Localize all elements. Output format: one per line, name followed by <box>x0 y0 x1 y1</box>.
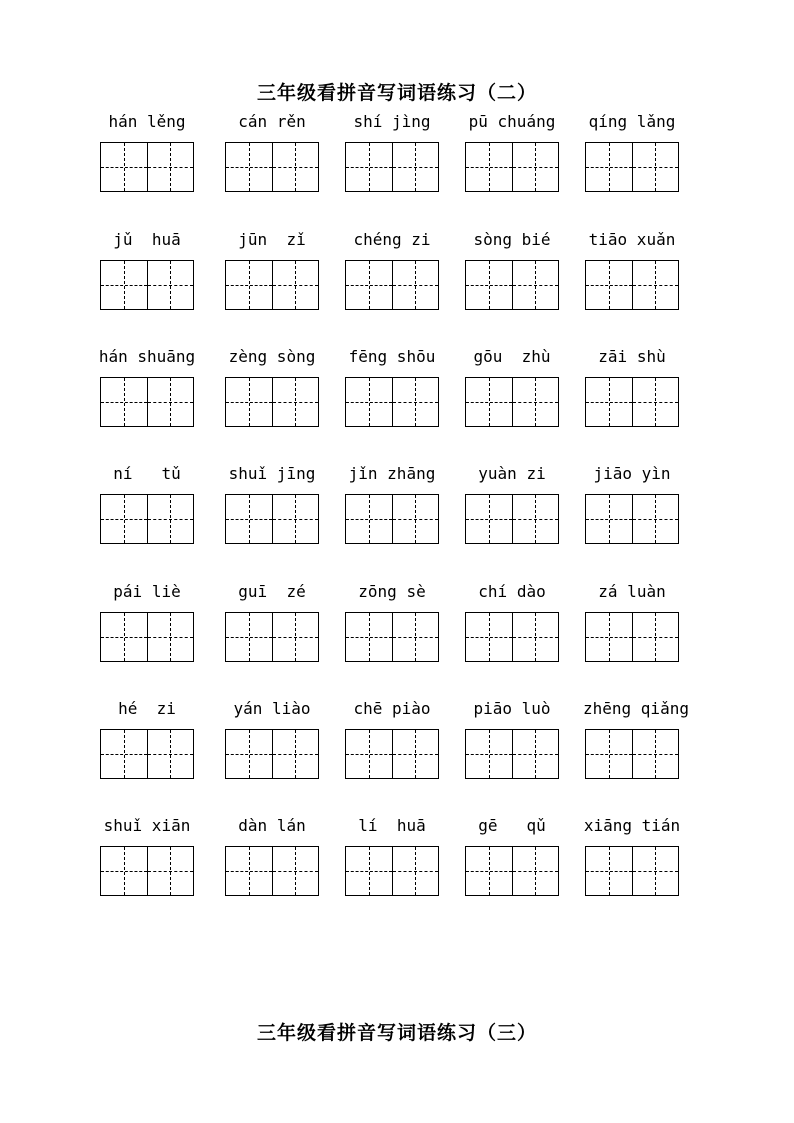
character-cell[interactable] <box>101 495 147 543</box>
character-cell[interactable] <box>147 495 194 543</box>
writing-grid[interactable] <box>225 494 319 544</box>
character-cell[interactable] <box>346 613 392 661</box>
pinyin-label: qíng lǎng <box>588 112 676 131</box>
character-cell[interactable] <box>272 613 319 661</box>
character-cell[interactable] <box>512 847 559 895</box>
writing-grid[interactable] <box>585 494 679 544</box>
character-cell[interactable] <box>226 261 272 309</box>
pinyin-label: hán shuāng <box>98 347 196 366</box>
character-cell[interactable] <box>512 143 559 191</box>
pinyin-label: dàn lán <box>238 816 306 835</box>
character-cell[interactable] <box>392 261 439 309</box>
writing-grid[interactable] <box>100 260 194 310</box>
character-cell[interactable] <box>512 261 559 309</box>
pinyin-label: hé zi <box>118 699 176 718</box>
writing-grid[interactable] <box>225 846 319 896</box>
writing-grid[interactable] <box>345 612 439 662</box>
character-cell[interactable] <box>466 143 512 191</box>
character-cell[interactable] <box>101 730 147 778</box>
character-cell[interactable] <box>512 730 559 778</box>
character-cell[interactable] <box>226 847 272 895</box>
pinyin-label: zhēng qiǎng <box>583 699 689 718</box>
writing-grid[interactable] <box>225 612 319 662</box>
pinyin-label: tiāo xuǎn <box>588 230 676 249</box>
writing-grid[interactable] <box>225 729 319 779</box>
character-cell[interactable] <box>632 730 679 778</box>
character-cell[interactable] <box>512 378 559 426</box>
character-cell[interactable] <box>632 495 679 543</box>
character-cell[interactable] <box>586 613 632 661</box>
character-cell[interactable] <box>101 143 147 191</box>
character-cell[interactable] <box>226 730 272 778</box>
writing-grid[interactable] <box>225 260 319 310</box>
character-cell[interactable] <box>346 495 392 543</box>
character-cell[interactable] <box>147 847 194 895</box>
character-cell[interactable] <box>147 613 194 661</box>
character-cell[interactable] <box>346 261 392 309</box>
character-cell[interactable] <box>466 378 512 426</box>
character-cell[interactable] <box>272 378 319 426</box>
pinyin-label: zōng sè <box>358 582 426 601</box>
character-cell[interactable] <box>101 847 147 895</box>
character-cell[interactable] <box>226 378 272 426</box>
writing-grid[interactable] <box>100 494 194 544</box>
pinyin-label: pái liè <box>113 582 181 601</box>
pinyin-label: xiāng tián <box>583 816 681 835</box>
character-cell[interactable] <box>226 495 272 543</box>
character-cell[interactable] <box>147 730 194 778</box>
writing-grid[interactable] <box>100 729 194 779</box>
writing-grid[interactable] <box>465 260 559 310</box>
writing-grid[interactable] <box>100 142 194 192</box>
pinyin-label: shuǐ jīng <box>228 464 316 483</box>
next-worksheet-title: 三年级看拼音写词语练习（三） <box>256 1022 537 1044</box>
pinyin-label: jūn zǐ <box>238 230 306 249</box>
pinyin-label: guī zé <box>238 582 306 601</box>
character-cell[interactable] <box>632 261 679 309</box>
writing-grid[interactable] <box>345 142 439 192</box>
character-cell[interactable] <box>632 613 679 661</box>
character-cell[interactable] <box>346 730 392 778</box>
pinyin-label: gē qǔ <box>478 816 546 835</box>
writing-grid[interactable] <box>345 729 439 779</box>
pinyin-label: pū chuáng <box>468 112 556 131</box>
character-cell[interactable] <box>586 261 632 309</box>
pinyin-label: lí huā <box>358 816 426 835</box>
character-cell[interactable] <box>466 613 512 661</box>
writing-grid[interactable] <box>345 260 439 310</box>
writing-grid[interactable] <box>585 729 679 779</box>
writing-grid[interactable] <box>100 377 194 427</box>
character-cell[interactable] <box>586 495 632 543</box>
character-cell[interactable] <box>586 378 632 426</box>
writing-grid[interactable] <box>345 846 439 896</box>
writing-grid[interactable] <box>100 612 194 662</box>
character-cell[interactable] <box>346 847 392 895</box>
character-cell[interactable] <box>632 143 679 191</box>
pinyin-label: sòng bié <box>473 230 551 249</box>
pinyin-label: chí dào <box>478 582 546 601</box>
character-cell[interactable] <box>586 730 632 778</box>
writing-grid[interactable] <box>585 377 679 427</box>
worksheet-title: 三年级看拼音写词语练习（二） <box>256 82 537 104</box>
character-cell[interactable] <box>466 495 512 543</box>
pinyin-label: jǐn zhāng <box>348 464 436 483</box>
writing-grid[interactable] <box>585 142 679 192</box>
character-cell[interactable] <box>392 495 439 543</box>
character-cell[interactable] <box>512 495 559 543</box>
character-cell[interactable] <box>392 730 439 778</box>
writing-grid[interactable] <box>585 260 679 310</box>
character-cell[interactable] <box>101 378 147 426</box>
writing-grid[interactable] <box>465 377 559 427</box>
character-cell[interactable] <box>392 847 439 895</box>
character-cell[interactable] <box>101 261 147 309</box>
writing-grid[interactable] <box>225 377 319 427</box>
writing-grid[interactable] <box>585 612 679 662</box>
character-cell[interactable] <box>586 847 632 895</box>
pinyin-label: jǔ huā <box>113 230 181 249</box>
character-cell[interactable] <box>272 261 319 309</box>
character-cell[interactable] <box>272 730 319 778</box>
character-cell[interactable] <box>147 261 194 309</box>
character-cell[interactable] <box>392 613 439 661</box>
writing-grid[interactable] <box>465 846 559 896</box>
pinyin-label: cán rěn <box>238 112 306 131</box>
pinyin-label: zá luàn <box>598 582 666 601</box>
pinyin-label: yán liào <box>233 699 311 718</box>
pinyin-label: chéng zi <box>353 230 431 249</box>
pinyin-label: yuàn zi <box>478 464 546 483</box>
pinyin-label: jiāo yìn <box>593 464 671 483</box>
writing-grid[interactable] <box>465 494 559 544</box>
pinyin-label: zèng sòng <box>228 347 316 366</box>
writing-grid[interactable] <box>465 612 559 662</box>
character-cell[interactable] <box>147 378 194 426</box>
character-cell[interactable] <box>632 378 679 426</box>
character-cell[interactable] <box>226 143 272 191</box>
writing-grid[interactable] <box>100 846 194 896</box>
character-cell[interactable] <box>346 143 392 191</box>
pinyin-label: piāo luò <box>473 699 551 718</box>
pinyin-label: fēng shōu <box>348 347 436 366</box>
writing-grid[interactable] <box>465 729 559 779</box>
writing-grid[interactable] <box>345 494 439 544</box>
character-cell[interactable] <box>466 847 512 895</box>
writing-grid[interactable] <box>345 377 439 427</box>
character-cell[interactable] <box>346 378 392 426</box>
character-cell[interactable] <box>466 730 512 778</box>
character-cell[interactable] <box>586 143 632 191</box>
character-cell[interactable] <box>101 613 147 661</box>
pinyin-label: ní tǔ <box>113 464 181 483</box>
pinyin-label: shí jìng <box>353 112 431 131</box>
pinyin-label: gōu zhù <box>473 347 551 366</box>
pinyin-label: shuǐ xiān <box>103 816 191 835</box>
character-cell[interactable] <box>512 613 559 661</box>
pinyin-label: chē piào <box>353 699 431 718</box>
character-cell[interactable] <box>392 143 439 191</box>
writing-grid[interactable] <box>225 142 319 192</box>
pinyin-label: zāi shù <box>598 347 666 366</box>
character-cell[interactable] <box>632 847 679 895</box>
character-cell[interactable] <box>272 143 319 191</box>
character-cell[interactable] <box>392 378 439 426</box>
character-cell[interactable] <box>272 495 319 543</box>
character-cell[interactable] <box>147 143 194 191</box>
character-cell[interactable] <box>226 613 272 661</box>
writing-grid[interactable] <box>465 142 559 192</box>
character-cell[interactable] <box>272 847 319 895</box>
pinyin-label: hán lěng <box>108 112 186 131</box>
character-cell[interactable] <box>466 261 512 309</box>
writing-grid[interactable] <box>585 846 679 896</box>
